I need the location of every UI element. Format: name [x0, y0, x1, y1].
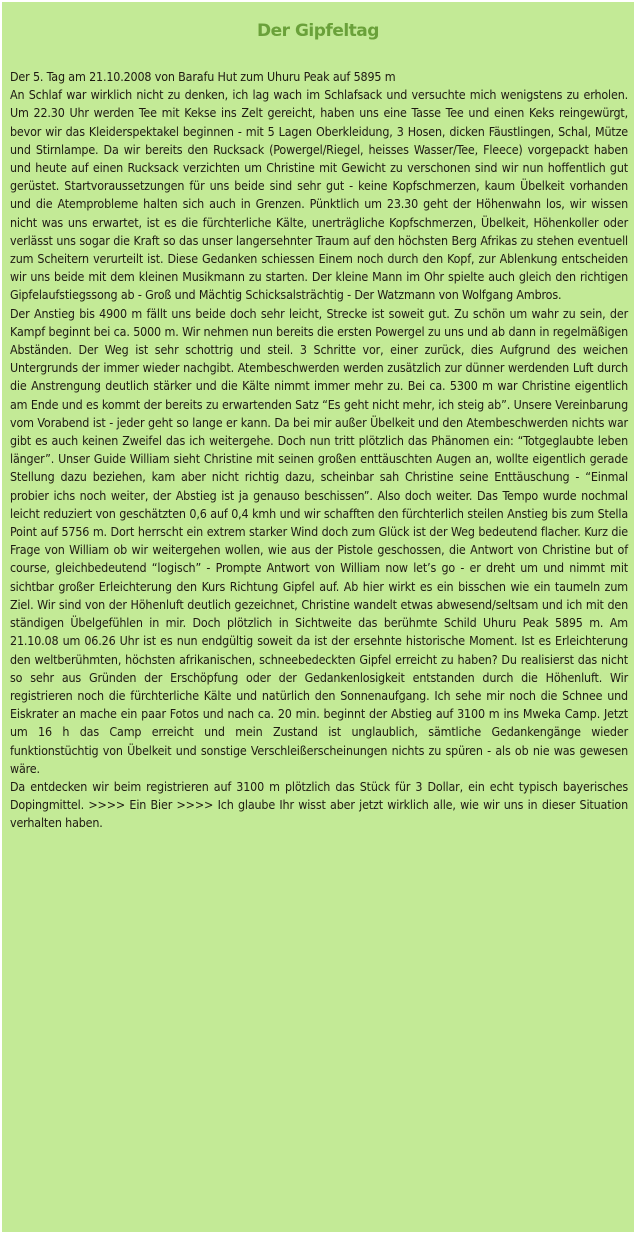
- paragraph: Da entdecken wir beim registrieren auf 3100 m plötzlich das Stück für 3 Dollar, ein echt typisch bayerisches Dopingmittel. >>>> Ein Bier >>>> Ich glaube Ihr wisst aber jetzt wirklich alle, wie wir uns in dieser Situation verhalten haben.: [10, 778, 628, 831]
- paragraph-heading: Der 5. Tag am 21.10.2008 von Barafu Hut zum Uhuru Peak auf 5895 m: [10, 69, 396, 84]
- document-body: [10, 68, 628, 833]
- document-panel: [2, 2, 634, 1232]
- paragraph: Der Anstieg bis 4900 m fällt uns beide doch sehr leicht, Strecke ist soweit gut. Zu schön um wahr zu sein, der Kampf beginnt bei ca. 5000 m. Wir nehmen nun bereits die ersten Powergel zu uns und ab dann in regelmäßigen Abständen. Der Weg ist sehr schottrig und steil. 3 Schritte vor, einer zurück, dies Aufgrund des weichen Untergrunds der immer wieder nachgibt. Atembeschwerden werden zusätzlich zur dünner werdenden Luft durch die Anstrengung deutlich stärker und die Kälte nimmt immer mehr zu. Bei ca. 5300 m war Christine eigentlich am Ende und es kommt der bereits zu erwartenden Satz “Es geht nicht mehr, ich steig ab”. Unsere Vereinbarung vom Vorabend ist - jeder geht so lange er kann. Da bei mir außer Übelkeit und den Atembeschwerden nichts war gibt es auch keinen Zweifel das ich weitergehe. Doch nun tritt plötzlich das Phänomen ein: “Totgeglaubte leben länger”. Unser Guide William sieht Christine mit seinen großen enttäuschten Augen an, wollte eigentlich gerade Stellung dazu beziehen, kam aber nicht richtig dazu, scheinbar sah Christine seine Enttäuschung - “Einmal probier ichs noch weiter, der Abstieg ist ja genauso beschissen”. Also doch weiter. Das Tempo wurde nochmal leicht reduziert von geschätzten 0,6 auf 0,4 kmh und wir schafften den fürchterlich steilen Anstieg bis zum Stella Point auf 5756 m. Dort herrscht ein extrem starker Wind doch zum Glück ist der Weg bedeutend flacher. Kurz die Frage von William ob wir weitergehen wollen, wie aus der Pistole geschossen, die Antwort von Christine but of course, gleichbedeutend “logisch” - Prompte Antwort von William now let’s go - er dreht um und nimmt mit sichtbar großer Erleichterung den Kurs Richtung Gipfel auf. Ab hier wirkt es ein bisschen wie ein taumeln zum Ziel. Wir sind von der Höhenluft deutlich gezeichnet, Christine wandelt etwas abwesend/seltsam und ich mit den ständigen Übelgefühlen in mir. Doch plötzlich in Sichtweite das berühmte Schild Uhuru Peak 5895 m. Am 21.10.08 um 06.26 Uhr ist es nun endgültig soweit da ist der ersehnte historische Moment. Ist es Erleichterung den weltberühmten, höchsten afrikanischen, schneebedeckten Gipfel erreicht zu haben? Du realisierst das nicht so sehr aus Gründen der Erschöpfung oder der Gedankenlosigkeit entstanden durch die Höhenluft. Wir registrieren noch die fürchterliche Kälte und natürlich den Sonnenaufgang. Ich sehe mir noch die Schnee und Eiskrater an mache ein paar Fotos und nach ca. 20 min. beginnt der Abstieg auf 3100 m ins Mweka Camp. Jetzt um 16 h das Camp erreicht und mein Zustand ist unglaublich, sämtliche Gedankengänge wieder funktionstüchtig von Übelkeit und sonstige Verschleißerscheinungen nichts zu spüren - als ob nie was gewesen wäre.: [10, 305, 628, 776]
- paragraph: An Schlaf war wirklich nicht zu denken, ich lag wach im Schlafsack und versuchte mich wenigstens zu erholen. Um 22.30 Uhr werden Tee mit Kekse ins Zelt gereicht, haben uns eine Tasse Tee und einen Keks reingewürgt, bevor wir das Kleiderspektakel beginnen - mit 5 Lagen Oberkleidung, 3 Hosen, dicken Fäustlingen, Schal, Mütze und Stirnlampe. Da wir bereits den Rucksack (Powergel/Riegel, heisses Wasser/Tee, Fleece) vorgepackt haben und heute auf einen Rucksack verzichten um Christine mit Gewicht zu verschonen sind wir nun hoffentlich gut gerüstet. Startvoraussetzungen für uns beide sind sehr gut - keine Kopfschmerzen, kaum Übelkeit vorhanden und die Atemprobleme halten sich auch in Grenzen. Pünktlich um 23.30 geht der Höhenwahn los, wir wissen nicht was uns erwartet, ist es die fürchterliche Kälte, unerträgliche Kopfschmerzen, Übelkeit, Höhenkoller oder verlässt uns sogar die Kraft so das unser langersehnter Traum auf den höchsten Berg Afrikas zu stehen eventuell zum Scheitern verurteilt ist. Diese Gedanken schiessen Einem noch durch den Kopf, zur Ablenkung entscheiden wir uns beide mit dem kleinen Musikmann zu starten. Der kleine Mann im Ohr spielte auch gleich den richtigen Gipfelaufstiegssong ab - Groß und Mächtig Schicksalsträchtig - Der Watzmann von Wolfgang Ambros.: [10, 87, 628, 303]
- page-title: Der Gipfeltag: [257, 21, 379, 41]
